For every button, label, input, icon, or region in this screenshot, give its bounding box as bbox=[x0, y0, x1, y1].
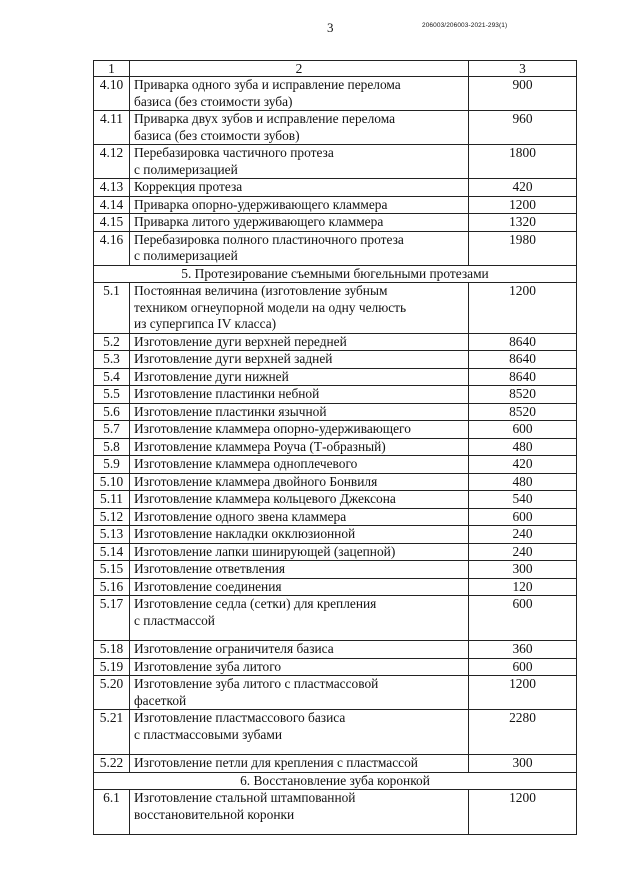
item-name bbox=[130, 214, 469, 232]
table-row bbox=[94, 438, 577, 456]
item-name bbox=[130, 386, 469, 404]
table-row bbox=[94, 403, 577, 421]
table-row bbox=[94, 526, 577, 544]
item-name bbox=[130, 403, 469, 421]
item-name bbox=[130, 421, 469, 439]
table-row bbox=[94, 561, 577, 579]
item-name-line: Изготовление соединения bbox=[134, 578, 282, 594]
item-price: 540 bbox=[469, 491, 577, 509]
item-number: 5.3 bbox=[94, 351, 130, 369]
table-row bbox=[94, 658, 577, 676]
item-name-line: Перебазировка частичного протеза bbox=[134, 145, 334, 160]
item-number: 4.16 bbox=[94, 231, 130, 265]
table-row bbox=[94, 676, 577, 710]
table-row bbox=[94, 508, 577, 526]
section-row bbox=[94, 772, 577, 790]
item-name bbox=[130, 676, 469, 710]
item-name-line: техником огнеупорной модели на одну челюсть bbox=[134, 299, 407, 315]
table-row bbox=[94, 283, 577, 334]
item-price: 300 bbox=[469, 561, 577, 579]
item-name bbox=[130, 710, 469, 755]
price-table bbox=[93, 60, 577, 835]
item-price: 600 bbox=[469, 508, 577, 526]
item-name-line: Изготовление зуба литого с пластмассовой bbox=[134, 676, 379, 691]
table-row bbox=[94, 491, 577, 509]
page-number: 3 bbox=[327, 20, 334, 35]
item-price: 8520 bbox=[469, 403, 577, 421]
section-row bbox=[94, 265, 577, 283]
item-price: 1200 bbox=[469, 196, 577, 214]
item-number: 5.21 bbox=[94, 710, 130, 755]
item-name-line: восстановительной коронки bbox=[134, 806, 295, 822]
item-price: 120 bbox=[469, 578, 577, 596]
item-name-line: Изготовление зуба литого bbox=[134, 658, 282, 674]
item-name-line: Перебазировка полного пластиночного протеза bbox=[134, 231, 404, 247]
item-name bbox=[130, 526, 469, 544]
item-number: 5.19 bbox=[94, 658, 130, 676]
item-name-line: Изготовление стальной штампованной bbox=[134, 790, 356, 805]
item-name-line: Изготовление пластинки язычной bbox=[134, 403, 327, 419]
item-price: 1320 bbox=[469, 214, 577, 232]
table-row bbox=[94, 456, 577, 474]
item-number: 5.17 bbox=[94, 596, 130, 641]
table-row bbox=[94, 77, 577, 111]
column-header-price: 3 bbox=[469, 61, 577, 77]
item-number: 4.11 bbox=[94, 111, 130, 145]
item-name bbox=[130, 145, 469, 179]
item-name bbox=[130, 283, 469, 334]
item-number: 5.15 bbox=[94, 561, 130, 579]
item-price: 420 bbox=[469, 456, 577, 474]
item-number: 5.6 bbox=[94, 403, 130, 421]
item-name-line: с пластмассой bbox=[134, 612, 215, 628]
item-number: 5.14 bbox=[94, 543, 130, 561]
item-name-line: Приварка опорно-удерживающего кламмера bbox=[134, 196, 388, 212]
table-row bbox=[94, 473, 577, 491]
table-row bbox=[94, 641, 577, 659]
section-title: 6. Восстановление зуба коронкой bbox=[94, 772, 577, 790]
table-row bbox=[94, 755, 577, 773]
item-price: 8520 bbox=[469, 386, 577, 404]
item-name-line: Изготовление пластмассового базиса bbox=[134, 710, 346, 725]
item-name bbox=[130, 456, 469, 474]
item-price: 300 bbox=[469, 755, 577, 773]
item-number: 5.13 bbox=[94, 526, 130, 544]
item-number: 5.4 bbox=[94, 368, 130, 386]
item-name bbox=[130, 111, 469, 145]
item-price: 1200 bbox=[469, 676, 577, 710]
table-row bbox=[94, 368, 577, 386]
item-number: 5.10 bbox=[94, 473, 130, 491]
item-number: 5.2 bbox=[94, 333, 130, 351]
item-name bbox=[130, 658, 469, 676]
item-price: 1800 bbox=[469, 145, 577, 179]
item-name bbox=[130, 790, 469, 835]
item-price: 480 bbox=[469, 473, 577, 491]
item-name bbox=[130, 578, 469, 596]
item-name-line: Изготовление дуги верхней передней bbox=[134, 333, 347, 349]
column-header-row bbox=[94, 61, 577, 77]
table-row bbox=[94, 214, 577, 232]
item-name-line: Изготовление кламмера опорно-удерживающего bbox=[134, 421, 411, 436]
item-name bbox=[130, 231, 469, 265]
item-number: 5.5 bbox=[94, 386, 130, 404]
item-name-line: Изготовление пластинки небной bbox=[134, 386, 320, 401]
table-row bbox=[94, 386, 577, 404]
table-row bbox=[94, 596, 577, 641]
item-number: 5.1 bbox=[94, 283, 130, 334]
item-name-line: Коррекция протеза bbox=[134, 179, 243, 194]
item-number: 6.1 bbox=[94, 790, 130, 835]
item-name bbox=[130, 368, 469, 386]
item-number: 5.16 bbox=[94, 578, 130, 596]
item-number: 4.12 bbox=[94, 145, 130, 179]
item-name-line: с пластмассовыми зубами bbox=[134, 726, 283, 742]
item-name-line: Изготовление накладки окклюзионной bbox=[134, 526, 356, 541]
item-price: 900 bbox=[469, 77, 577, 111]
item-name-line: Приварка литого удерживающего кламмера bbox=[134, 214, 384, 229]
item-name bbox=[130, 473, 469, 491]
item-price: 420 bbox=[469, 179, 577, 197]
item-name-line: Изготовление кламмера кольцевого Джексона bbox=[134, 491, 396, 506]
table-row bbox=[94, 421, 577, 439]
table-row bbox=[94, 710, 577, 755]
item-number: 5.22 bbox=[94, 755, 130, 773]
item-name bbox=[130, 438, 469, 456]
item-number: 4.10 bbox=[94, 77, 130, 111]
item-price: 8640 bbox=[469, 333, 577, 351]
item-name-line: Изготовление седла (сетки) для крепления bbox=[134, 596, 377, 611]
table-row bbox=[94, 578, 577, 596]
column-header-number: 1 bbox=[94, 61, 130, 77]
table-row bbox=[94, 231, 577, 265]
item-name bbox=[130, 77, 469, 111]
item-name bbox=[130, 333, 469, 351]
item-name-line: Изготовление ограничителя базиса bbox=[134, 641, 334, 656]
item-name bbox=[130, 196, 469, 214]
item-name bbox=[130, 755, 469, 773]
item-price: 600 bbox=[469, 596, 577, 641]
document-code: 206003/206003-2021-293(1) bbox=[422, 22, 508, 29]
item-name-line: Приварка одного зуба и исправление перелома bbox=[134, 77, 401, 92]
section-title: 5. Протезирование съемными бюгельными протезами bbox=[94, 265, 577, 283]
item-name-line: фасеткой bbox=[134, 692, 187, 708]
table-row bbox=[94, 196, 577, 214]
item-name bbox=[130, 491, 469, 509]
item-name-line: из супергипса IV класса) bbox=[134, 316, 277, 331]
item-number: 5.9 bbox=[94, 456, 130, 474]
item-number: 4.14 bbox=[94, 196, 130, 214]
item-name-line: Изготовление одного звена кламмера bbox=[134, 508, 347, 524]
item-price: 1200 bbox=[469, 283, 577, 334]
item-price: 240 bbox=[469, 526, 577, 544]
item-name-line: Постоянная величина (изготовление зубным bbox=[134, 283, 388, 298]
item-price: 1200 bbox=[469, 790, 577, 835]
item-name bbox=[130, 596, 469, 641]
item-name bbox=[130, 351, 469, 369]
item-price: 480 bbox=[469, 438, 577, 456]
item-number: 5.20 bbox=[94, 676, 130, 710]
item-name-line: Изготовление кламмера Роуча (Т-образный) bbox=[134, 438, 386, 454]
item-price: 1980 bbox=[469, 231, 577, 265]
item-name-line: Изготовление лапки шинирующей (зацепной) bbox=[134, 543, 396, 559]
table-row bbox=[94, 179, 577, 197]
item-name bbox=[130, 179, 469, 197]
table-row bbox=[94, 111, 577, 145]
item-price: 2280 bbox=[469, 710, 577, 755]
item-number: 5.12 bbox=[94, 508, 130, 526]
item-name-line: Изготовление ответвления bbox=[134, 561, 286, 576]
table-row bbox=[94, 145, 577, 179]
table-row bbox=[94, 351, 577, 369]
item-name-line: Изготовление кламмера двойного Бонвиля bbox=[134, 473, 378, 489]
item-name-line: Изготовление кламмера одноплечевого bbox=[134, 456, 358, 471]
item-name-line: Изготовление дуги нижней bbox=[134, 368, 289, 384]
item-name bbox=[130, 641, 469, 659]
item-number: 4.13 bbox=[94, 179, 130, 197]
column-header-name: 2 bbox=[130, 61, 469, 77]
item-name-line: базиса (без стоимости зуба) bbox=[134, 93, 293, 109]
item-name-line: с полимеризацией bbox=[134, 248, 238, 263]
item-number: 5.8 bbox=[94, 438, 130, 456]
item-name-line: Приварка двух зубов и исправление перелома bbox=[134, 111, 396, 126]
item-price: 600 bbox=[469, 421, 577, 439]
item-price: 960 bbox=[469, 111, 577, 145]
item-name bbox=[130, 561, 469, 579]
table-row bbox=[94, 790, 577, 835]
item-number: 4.15 bbox=[94, 214, 130, 232]
item-name bbox=[130, 543, 469, 561]
item-price: 8640 bbox=[469, 368, 577, 386]
item-name-line: базиса (без стоимости зубов) bbox=[134, 127, 300, 143]
item-price: 360 bbox=[469, 641, 577, 659]
item-name bbox=[130, 508, 469, 526]
item-name-line: с полимеризацией bbox=[134, 161, 238, 177]
item-price: 8640 bbox=[469, 351, 577, 369]
item-price: 600 bbox=[469, 658, 577, 676]
item-price: 240 bbox=[469, 543, 577, 561]
item-number: 5.11 bbox=[94, 491, 130, 509]
table-row bbox=[94, 543, 577, 561]
item-name-line: Изготовление петли для крепления с пластмассой bbox=[134, 755, 418, 770]
item-number: 5.7 bbox=[94, 421, 130, 439]
price-table-body bbox=[94, 61, 577, 835]
item-name-line: Изготовление дуги верхней задней bbox=[134, 351, 333, 366]
item-number: 5.18 bbox=[94, 641, 130, 659]
table-row bbox=[94, 333, 577, 351]
